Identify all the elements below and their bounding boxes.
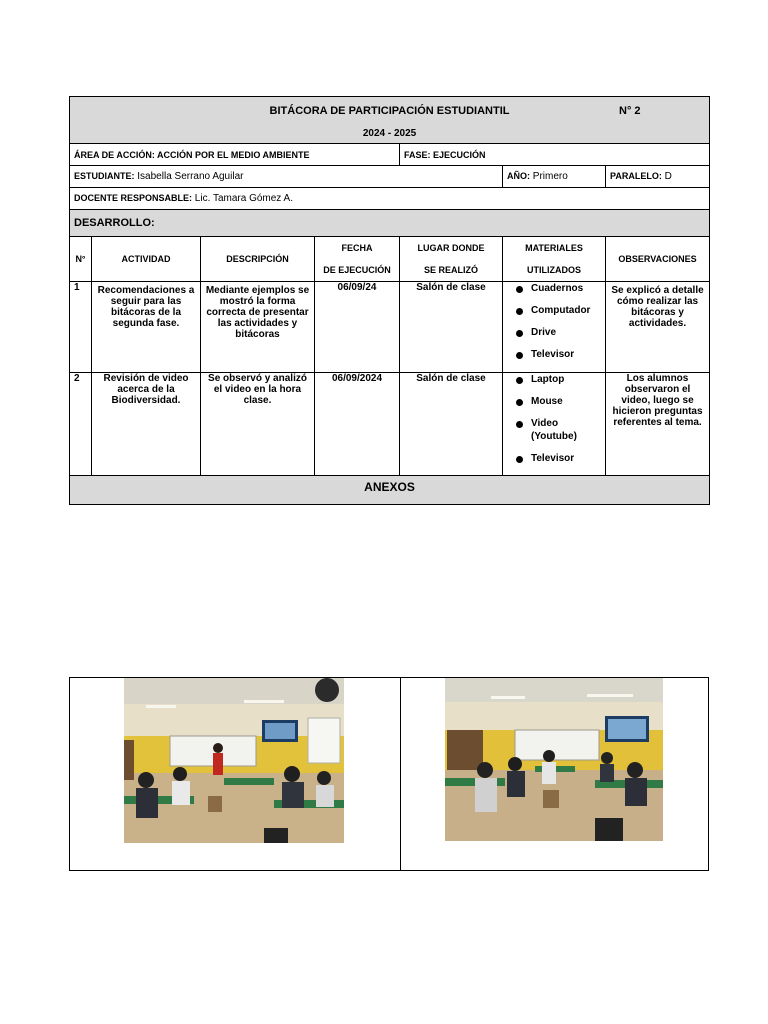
table-row xyxy=(70,282,710,373)
teacher-label: DOCENTE RESPONSABLE: xyxy=(74,193,193,203)
parallel-label: PARALELO: xyxy=(610,171,662,181)
row-materials xyxy=(503,373,606,476)
list-item: Video (Youtube) xyxy=(507,417,601,443)
list-item: Laptop xyxy=(507,373,601,386)
year-cell xyxy=(503,166,606,188)
col-header-activity: ACTIVIDAD xyxy=(92,237,201,282)
area-label: ÁREA DE ACCIÓN: xyxy=(74,149,155,160)
row-date: 06/09/24 xyxy=(315,282,400,373)
phase-value: EJECUCIÓN xyxy=(433,149,486,160)
teacher-cell xyxy=(70,188,710,210)
col-header-date-line1: FECHA xyxy=(341,243,373,253)
row-place: Salón de clase xyxy=(400,373,503,476)
student-label: ESTUDIANTE: xyxy=(74,171,135,181)
col-header-place-line1: LUGAR DONDE xyxy=(417,243,485,253)
parallel-cell xyxy=(606,166,710,188)
list-item: Televisor xyxy=(507,348,601,361)
log-header xyxy=(70,97,710,144)
school-year: 2024 - 2025 xyxy=(362,127,417,139)
col-header-place xyxy=(400,237,503,282)
list-item: Mouse xyxy=(507,395,601,408)
row-observations: Se explicó a detalle cómo realizar las bitácoras y actividades. xyxy=(606,282,710,373)
list-item: Televisor xyxy=(507,452,601,465)
col-header-observations: OBSERVACIONES xyxy=(606,237,710,282)
section-title: DESARROLLO: xyxy=(70,210,710,237)
classroom-photo-2-image xyxy=(445,678,663,841)
row-description: Se observó y analizó el video en la hora clase. xyxy=(201,373,315,476)
log-title: BITÁCORA DE PARTICIPACIÓN ESTUDIANTIL xyxy=(269,104,510,117)
row-activity: Revisión de video acerca de la Biodiversidad. xyxy=(92,373,201,476)
area-value: ACCIÓN POR EL MEDIO AMBIENTE xyxy=(157,149,310,160)
annex-photos xyxy=(69,677,709,871)
row-num: 1 xyxy=(70,282,92,373)
log-number: N° 2 xyxy=(619,104,641,117)
col-header-materials-line2: UTILIZADOS xyxy=(527,265,581,275)
table-row xyxy=(70,373,710,476)
col-header-num: N° xyxy=(70,237,92,282)
row-materials xyxy=(503,282,606,373)
col-header-place-line2: SE REALIZÓ xyxy=(423,265,478,275)
col-header-materials-line1: MATERIALES xyxy=(525,243,583,253)
row-date: 06/09/2024 xyxy=(315,373,400,476)
student-name: Isabella Serrano Aguilar xyxy=(137,171,244,182)
list-item: Computador xyxy=(507,304,601,317)
row-activity: Recomendaciones a seguir para las bitácoras de la segunda fase. xyxy=(92,282,201,373)
classroom-photo-2 xyxy=(445,678,663,841)
col-header-description: DESCRIPCIÓN xyxy=(201,237,315,282)
list-item: Drive xyxy=(507,326,601,339)
list-item: Cuadernos xyxy=(507,282,601,295)
area-cell xyxy=(70,144,400,166)
materials-list xyxy=(507,373,601,465)
classroom-photo-1 xyxy=(124,678,344,843)
year-label: AÑO: xyxy=(507,171,530,181)
participation-log-table xyxy=(69,96,710,505)
col-header-date xyxy=(315,237,400,282)
col-header-date-line2: DE EJECUCIÓN xyxy=(323,265,391,275)
col-header-materials xyxy=(503,237,606,282)
materials-list xyxy=(507,282,601,361)
parallel-value: D xyxy=(664,171,672,182)
row-observations: Los alumnos observaron el video, luego se hicieron preguntas referentes al tema. xyxy=(606,373,710,476)
teacher-name: Lic. Tamara Gómez A. xyxy=(194,193,293,204)
row-num: 2 xyxy=(70,373,92,476)
phase-label: FASE: xyxy=(404,149,431,160)
year-value: Primero xyxy=(532,171,568,182)
phase-cell xyxy=(400,144,710,166)
classroom-photo-1-image xyxy=(124,678,344,843)
photo-divider xyxy=(400,678,401,870)
row-description: Mediante ejemplos se mostró la forma correcta de presentar las actividades y bitácoras xyxy=(201,282,315,373)
row-place: Salón de clase xyxy=(400,282,503,373)
annexes-title: ANEXOS xyxy=(70,476,710,505)
student-cell xyxy=(70,166,503,188)
